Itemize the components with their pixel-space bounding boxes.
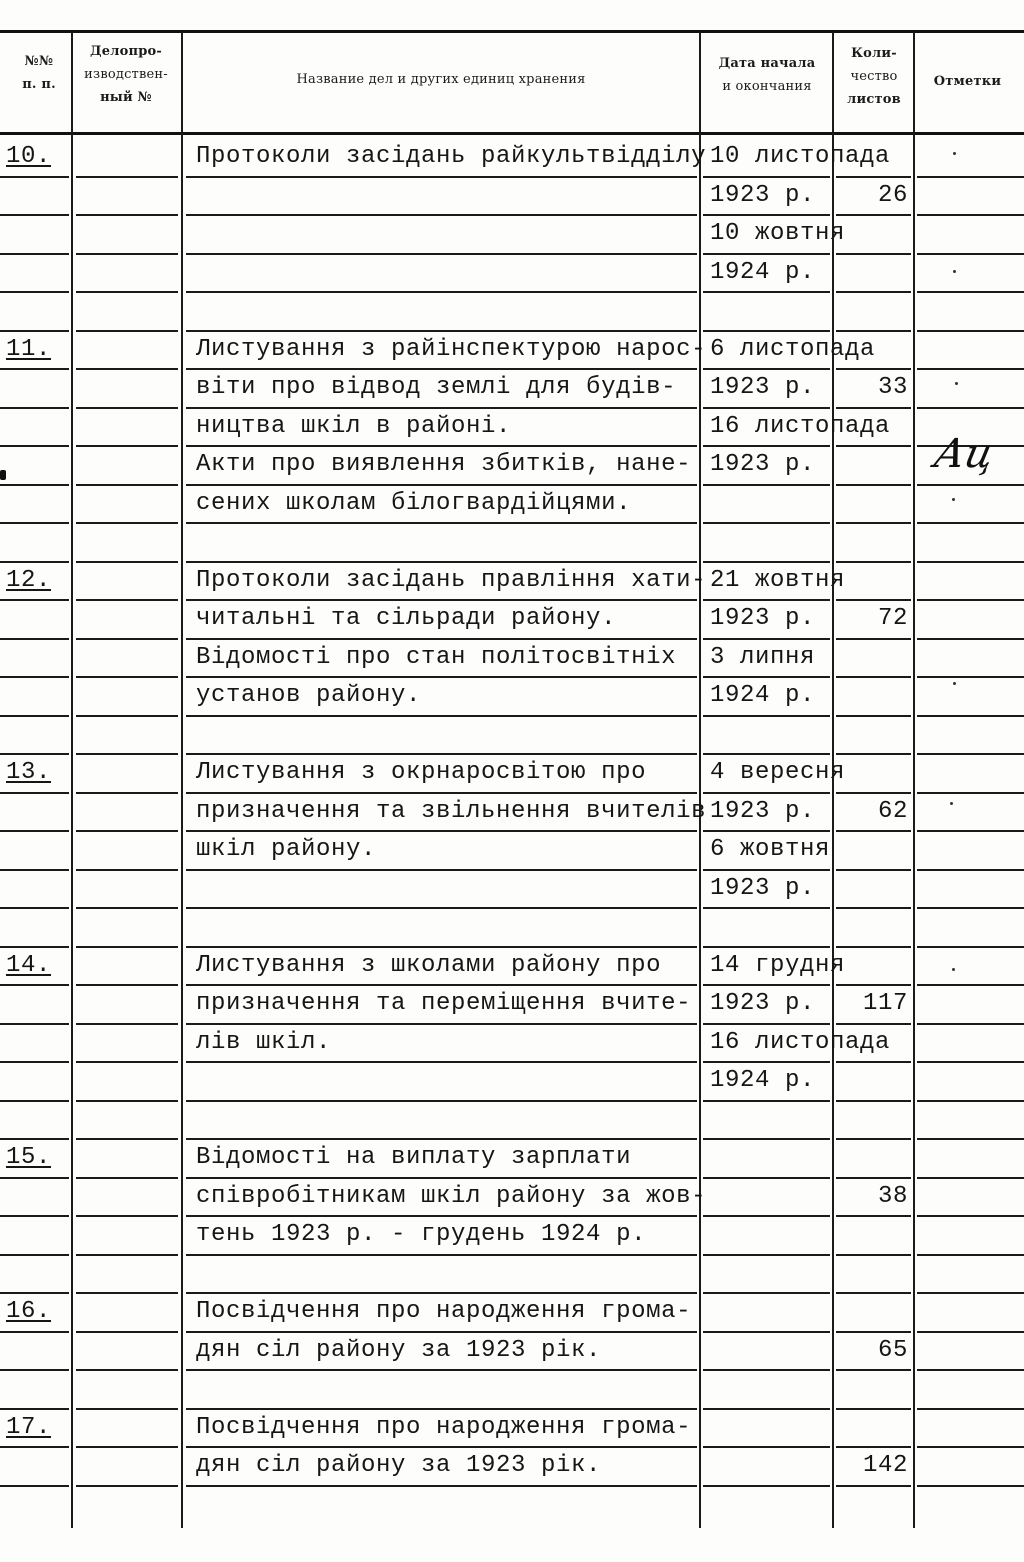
- ruled-line: [703, 1177, 830, 1179]
- record-date-line: 10 жовтня: [710, 220, 846, 247]
- ruled-line: [917, 522, 1024, 524]
- ruled-line: [0, 830, 69, 832]
- record-number: 13.: [6, 759, 52, 786]
- header-col-count: [835, 42, 913, 111]
- column-rule-2: [181, 32, 183, 1528]
- ruled-line: [186, 1485, 697, 1487]
- record-title-line: призначення та переміщення вчите-: [196, 990, 692, 1017]
- ruled-line: [0, 445, 69, 447]
- ruled-line: [917, 1369, 1024, 1371]
- ruled-line: [186, 715, 697, 717]
- ruled-line: [703, 1485, 830, 1487]
- ruled-line: [836, 1138, 911, 1140]
- header-col-office-line2: изводствен-: [84, 67, 168, 82]
- ruled-line: [917, 561, 1024, 563]
- ruled-line: [76, 1331, 178, 1333]
- ruled-line: [703, 1446, 830, 1448]
- ruled-line: [917, 1292, 1024, 1294]
- record-sheet-count: 62: [877, 798, 908, 825]
- header-col-office-line3: ный №: [100, 90, 152, 105]
- record-sheet-count: 65: [877, 1337, 908, 1364]
- record-sheet-count: 117: [862, 990, 908, 1017]
- ruled-line: [76, 1138, 178, 1140]
- record-number: 14.: [6, 952, 52, 979]
- ruled-line: [917, 368, 1024, 370]
- record-title-line: віти про відвод землі для будів-: [196, 374, 677, 401]
- ruled-line: [0, 715, 69, 717]
- ruled-line: [0, 176, 69, 178]
- ruled-line: [186, 1254, 697, 1256]
- record-date-line: 1924 р.: [710, 1067, 816, 1094]
- record-title-line: установ району.: [196, 682, 422, 709]
- ruled-line: [0, 1100, 69, 1102]
- ruled-line: [76, 214, 178, 216]
- record-number: 10.: [6, 143, 52, 170]
- record-title-line: Протоколи засідань правління хати-: [196, 567, 707, 594]
- ruled-line: [0, 522, 69, 524]
- record-title-line: співробітникам шкіл району за жов-: [196, 1183, 707, 1210]
- ruled-line: [0, 1254, 69, 1256]
- record-date-line: 6 листопада: [710, 336, 876, 363]
- record-date-line: 1923 р.: [710, 182, 816, 209]
- header-col-notes: Отметки: [933, 74, 1002, 89]
- ruled-line: [76, 638, 178, 640]
- ruled-line: [703, 484, 830, 486]
- header-col-office-number: [74, 40, 178, 109]
- ruled-line: [0, 869, 69, 871]
- ruled-line: [836, 753, 911, 755]
- ruled-line: [76, 1023, 178, 1025]
- ruled-line: [76, 946, 178, 948]
- ruled-line: [917, 1100, 1024, 1102]
- ruled-line: [186, 176, 697, 178]
- ruled-line: [76, 676, 178, 678]
- ruled-line: [186, 869, 697, 871]
- header-col-count-line1: Коли-: [851, 46, 897, 61]
- ruled-line: [836, 638, 911, 640]
- ruled-line: [0, 1061, 69, 1063]
- ruled-line: [0, 907, 69, 909]
- record-number: 11.: [6, 336, 52, 363]
- ruled-line: [703, 1408, 830, 1410]
- record-title-line: дян сіл району за 1923 рік.: [196, 1337, 602, 1364]
- ruled-line: [186, 291, 697, 293]
- header-top-rule: [0, 30, 1024, 33]
- ruled-line: [0, 1177, 69, 1179]
- header-bottom-rule: [0, 132, 1024, 135]
- ruled-line: [917, 869, 1024, 871]
- ruled-line: [0, 1331, 69, 1333]
- record-sheet-count: 26: [877, 182, 908, 209]
- scan-speck: [953, 682, 956, 685]
- ruled-line: [76, 1446, 178, 1448]
- ruled-line: [917, 715, 1024, 717]
- ruled-line: [76, 407, 178, 409]
- ruled-line: [186, 253, 697, 255]
- record-date-line: 1923 р.: [710, 875, 816, 902]
- ruled-line: [917, 484, 1024, 486]
- ruled-line: [917, 1331, 1024, 1333]
- ruled-line: [917, 1408, 1024, 1410]
- record-date-line: 10 листопада: [710, 143, 891, 170]
- ruled-line: [836, 715, 911, 717]
- ruled-line: [836, 522, 911, 524]
- ruled-line: [836, 1485, 911, 1487]
- column-rule-5: [913, 32, 915, 1528]
- scan-speck: [952, 968, 955, 971]
- ruled-line: [836, 561, 911, 563]
- ruled-line: [76, 792, 178, 794]
- scan-speck: [0, 470, 6, 480]
- ruled-line: [917, 638, 1024, 640]
- ruled-line: [76, 445, 178, 447]
- ruled-line: [703, 1100, 830, 1102]
- ruled-line: [703, 1292, 830, 1294]
- record-date-line: 1923 р.: [710, 990, 816, 1017]
- ruled-line: [836, 907, 911, 909]
- ruled-line: [76, 830, 178, 832]
- record-title-line: Відомості на виплату зарплати: [196, 1144, 632, 1171]
- ruled-line: [703, 1331, 830, 1333]
- record-title-line: Відомості про стан політосвітніх: [196, 644, 677, 671]
- ruled-line: [917, 1061, 1024, 1063]
- ruled-line: [917, 1254, 1024, 1256]
- ruled-line: [0, 484, 69, 486]
- ruled-line: [917, 176, 1024, 178]
- header-col-dates-line1: Дата начала: [718, 56, 816, 71]
- header-col-number-line2: п. п.: [22, 77, 56, 92]
- ruled-line: [76, 1408, 178, 1410]
- record-sheet-count: 142: [862, 1452, 908, 1479]
- ruled-line: [917, 1138, 1024, 1140]
- ruled-line: [76, 869, 178, 871]
- ruled-line: [703, 1215, 830, 1217]
- header-col-dates: [702, 52, 832, 98]
- ruled-line: [917, 291, 1024, 293]
- ruled-line: [76, 522, 178, 524]
- record-title-line: Листування з школами району про: [196, 952, 662, 979]
- scan-speck: [955, 382, 958, 385]
- ruled-line: [917, 407, 1024, 409]
- record-number: 17.: [6, 1414, 52, 1441]
- ruled-line: [917, 984, 1024, 986]
- record-title-line: читальні та сільради району.: [196, 605, 617, 632]
- record-title-line: Листування з окрнаросвітою про: [196, 759, 647, 786]
- ruled-line: [76, 1254, 178, 1256]
- ruled-line: [917, 599, 1024, 601]
- record-title-line: Протоколи засідань райкультвідділу: [196, 143, 707, 170]
- ruled-line: [836, 1292, 911, 1294]
- ruled-line: [76, 984, 178, 986]
- record-title-line: дян сіл району за 1923 рік.: [196, 1452, 602, 1479]
- ruled-line: [0, 1023, 69, 1025]
- ruled-line: [0, 1369, 69, 1371]
- record-date-line: 1923 р.: [710, 605, 816, 632]
- ruled-line: [76, 484, 178, 486]
- record-sheet-count: 72: [877, 605, 908, 632]
- ruled-line: [186, 907, 697, 909]
- record-title-line: Листування з райінспектурою нарос-: [196, 336, 707, 363]
- header-col-count-line2: чество: [850, 69, 898, 84]
- ruled-line: [836, 946, 911, 948]
- record-date-line: 14 грудня: [710, 952, 846, 979]
- ruled-line: [76, 253, 178, 255]
- scan-speck: [953, 152, 956, 155]
- record-title-line: призначення та звільнення вчителів: [196, 798, 707, 825]
- ruled-line: [76, 907, 178, 909]
- ruled-line: [917, 830, 1024, 832]
- record-date-line: 16 листопада: [710, 413, 891, 440]
- ruled-line: [76, 291, 178, 293]
- ruled-line: [76, 1292, 178, 1294]
- record-date-line: 21 жовтня: [710, 567, 846, 594]
- record-number: 16.: [6, 1298, 52, 1325]
- ruled-line: [917, 330, 1024, 332]
- record-note-signature: Ац: [930, 431, 999, 477]
- record-title-line: лів шкіл.: [196, 1029, 332, 1056]
- ruled-line: [836, 1100, 911, 1102]
- ruled-line: [836, 676, 911, 678]
- ruled-line: [76, 176, 178, 178]
- ruled-line: [0, 792, 69, 794]
- header-col-title: Название дел и других единиц хранения: [296, 72, 586, 87]
- ruled-line: [836, 1408, 911, 1410]
- record-date-line: 1923 р.: [710, 798, 816, 825]
- ruled-line: [836, 291, 911, 293]
- ruled-line: [76, 715, 178, 717]
- ruled-line: [917, 792, 1024, 794]
- ruled-line: [76, 1100, 178, 1102]
- record-title-line: Посвідчення про народження грома-: [196, 1298, 692, 1325]
- record-title-line: шкіл району.: [196, 836, 377, 863]
- ruled-line: [836, 253, 911, 255]
- ruled-line: [836, 484, 911, 486]
- ruled-line: [76, 1061, 178, 1063]
- ruled-line: [76, 330, 178, 332]
- record-date-line: 4 вересня: [710, 759, 846, 786]
- header-col-count-line3: листов: [847, 92, 901, 107]
- ruled-line: [186, 214, 697, 216]
- record-title-line: Посвідчення про народження грома-: [196, 1414, 692, 1441]
- ruled-line: [917, 1446, 1024, 1448]
- header-col-number-line1: №№: [24, 54, 54, 69]
- ruled-line: [0, 1485, 69, 1487]
- ruled-line: [76, 1215, 178, 1217]
- scan-speck: [953, 270, 956, 273]
- header-col-dates-line2: и окончания: [722, 79, 812, 94]
- record-date-line: 6 жовтня: [710, 836, 831, 863]
- record-date-line: 16 листопада: [710, 1029, 891, 1056]
- ruled-line: [917, 1215, 1024, 1217]
- record-date-line: 1924 р.: [710, 259, 816, 286]
- ruled-line: [703, 1369, 830, 1371]
- ruled-line: [917, 676, 1024, 678]
- ruled-line: [186, 1100, 697, 1102]
- ruled-line: [0, 1215, 69, 1217]
- ruled-line: [917, 253, 1024, 255]
- header-col-office-line1: Делопро-: [90, 44, 162, 59]
- ruled-line: [0, 638, 69, 640]
- ruled-line: [0, 407, 69, 409]
- record-date-line: 1923 р.: [710, 374, 816, 401]
- ruled-line: [76, 1369, 178, 1371]
- ruled-line: [0, 214, 69, 216]
- ruled-line: [917, 946, 1024, 948]
- ruled-line: [703, 715, 830, 717]
- record-number: 12.: [6, 567, 52, 594]
- ruled-line: [836, 1254, 911, 1256]
- ruled-line: [917, 907, 1024, 909]
- ruled-line: [0, 291, 69, 293]
- header-col-number: [8, 50, 70, 96]
- ruled-line: [917, 1177, 1024, 1179]
- record-date-line: 1923 р.: [710, 451, 816, 478]
- ruled-line: [76, 1177, 178, 1179]
- ruled-line: [76, 1485, 178, 1487]
- ruled-line: [76, 561, 178, 563]
- ruled-line: [917, 1485, 1024, 1487]
- record-date-line: 3 липня: [710, 644, 816, 671]
- ruled-line: [703, 1254, 830, 1256]
- ruled-line: [703, 1138, 830, 1140]
- ruled-line: [0, 676, 69, 678]
- record-sheet-count: 33: [877, 374, 908, 401]
- record-title-line: Акти про виявлення збитків, нане-: [196, 451, 692, 478]
- ruled-line: [76, 599, 178, 601]
- scan-speck: [952, 498, 955, 501]
- record-number: 15.: [6, 1144, 52, 1171]
- record-title-line: тень 1923 р. - грудень 1924 р.: [196, 1221, 647, 1248]
- ruled-line: [917, 753, 1024, 755]
- record-title-line: сених школам білогвардійцями.: [196, 490, 632, 517]
- ruled-line: [836, 869, 911, 871]
- ruled-line: [76, 368, 178, 370]
- record-sheet-count: 38: [877, 1183, 908, 1210]
- ruled-line: [703, 522, 830, 524]
- ruled-line: [917, 214, 1024, 216]
- column-rule-3: [699, 32, 701, 1528]
- ruled-line: [76, 753, 178, 755]
- column-rule-1: [71, 32, 73, 1528]
- ruled-line: [917, 1023, 1024, 1025]
- record-title-line: ництва шкіл в районі.: [196, 413, 512, 440]
- ruled-line: [0, 253, 69, 255]
- scan-speck: [950, 802, 953, 805]
- record-date-line: 1924 р.: [710, 682, 816, 709]
